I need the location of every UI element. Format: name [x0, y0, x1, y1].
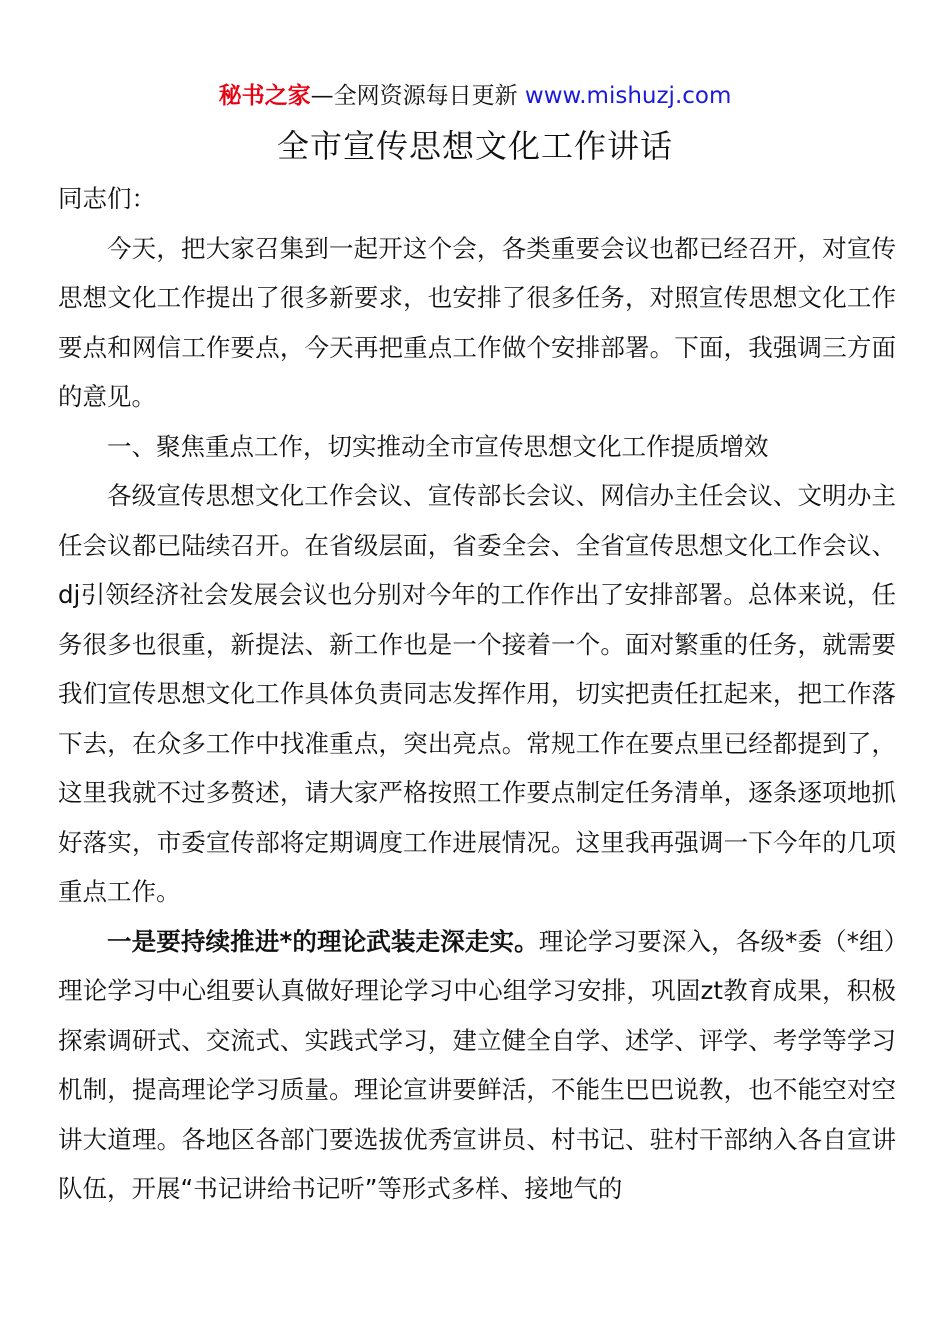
point-1-text: 理论学习要深入，各级*委（*组）理论学习中心组要认真做好理论学习中心组学习安排，巩固zt教育成果，积极探索调研式、交流式、实践式学习，建立健全自学、述学、评学、考学等学习机制，提高理论学习质量。理论宣讲要鲜活，不能生巴巴说教，也不能空对空讲大道理。各地区各部门要选拔优秀宣讲员、村书记、驻村干部纳入各自宣讲队伍，开展“书记讲给书记听”等形式多样、接地气的 — [58, 926, 897, 1203]
salutation: 同志们： — [58, 184, 156, 213]
document-body — [58, 174, 896, 1214]
site-url-link[interactable]: www.mishuzj.com — [524, 83, 732, 109]
banner-tagline: —全网资源每日更新 — [310, 83, 525, 109]
site-banner — [0, 80, 950, 112]
document-title: 全市宣传思想文化工作讲话 — [276, 127, 673, 165]
section-heading-1: 一、聚焦重点工作，切实推动全市宣传思想文化工作提质增效 — [107, 431, 769, 461]
intro-paragraph: 今天，把大家召集到一起开这个会，各类重要会议也都已经召开，对宣传思想文化工作提出了很多新要求，也安排了很多任务，对照宣传思想文化工作要点和网信工作要点，今天再把重点工作做个安排部署。下面，我强调三方面的意见。 — [58, 233, 896, 411]
point-1-paragraph — [58, 917, 896, 1214]
point-1-lead: 一是要持续推进*的理论武装走深走实。 — [107, 926, 539, 956]
brand-name: 秘书之家 — [218, 83, 311, 109]
section-1-paragraph: 各级宣传思想文化工作会议、宣传部长会议、网信办主任会议、文明办主任会议都已陆续召开。在省级层面，省委全会、全省宣传思想文化工作会议、dj引领经济社会发展会议也分别对今年的工作作出了安排部署。总体来说，任务很多也很重，新提法、新工作也是一个接着一个。面对繁重的任务，就需要我们宣传思想文化工作具体负责同志发挥作用，切实把责任扛起来，把工作落下去，在众多工作中找准重点，突出亮点。常规工作在要点里已经都提到了，这里我就不过多赘述，请大家严格按照工作要点制定任务清单，逐条逐项地抓好落实，市委宣传部将定期调度工作进展情况。这里我再强调一下今年的几项重点工作。 — [58, 481, 896, 906]
